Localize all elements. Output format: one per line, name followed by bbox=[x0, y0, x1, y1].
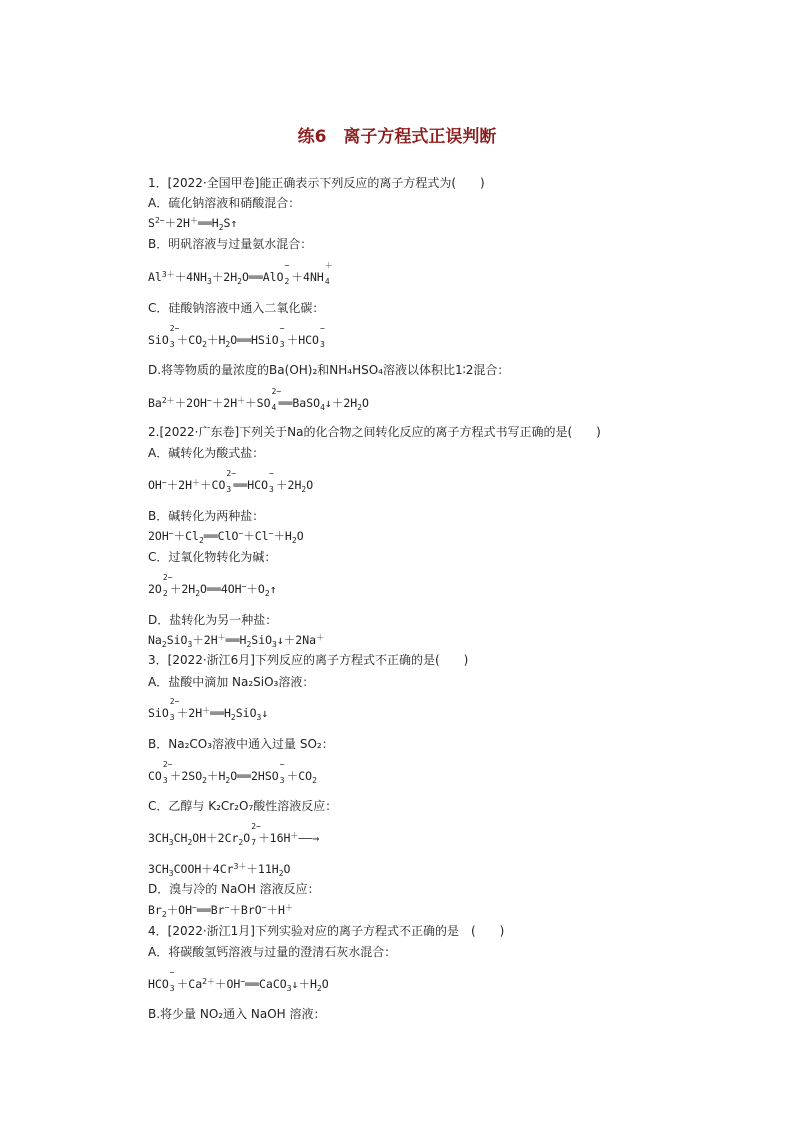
q1-option-b-equation: $Al^{3+}+4NH_3+2H_2O══AlO$ − 2 ＋4NH ＋ 4 bbox=[148, 261, 333, 286]
q2-option-d-equation: $Na_2SiO_3+2H^+══H_2SiO_3↓+2Na^+$ bbox=[148, 633, 325, 649]
q3-option-d-equation: $Br_2+OH^-══Br^-+BrO^-+H^+$ bbox=[148, 903, 293, 919]
q2-option-a-equation: OH−＋2H＋＋CO 2− 3 ══HCO − 3 $+2H_2O$ bbox=[148, 469, 314, 494]
q1-option-d-equation: $Ba^{2+}+2OH^-+2H^++SO$ 2− 4 $══BaSO_4↓+2H_2O$ bbox=[148, 387, 369, 412]
q3-option-c-label: C．乙醇与 K₂Cr₂O₇酸性溶液反应： bbox=[148, 799, 338, 813]
q1-option-b-label: B．明矾溶液与过量氨水混合： bbox=[148, 237, 313, 251]
q4-option-a-label: A．将碳酸氢钙溶液与过量的澄清石灰水混合： bbox=[148, 945, 397, 959]
q3-option-c-equation-line2: $3CH_3COOH+4Cr^{3+}+11H_2O$ bbox=[148, 862, 291, 878]
q1-option-c-label: C．硅酸钠溶液中通入二氧化碳： bbox=[148, 301, 325, 315]
q3-option-a-label: A．盐酸中滴加 Na₂SiO₃溶液： bbox=[148, 675, 315, 689]
q1-option-c-equation: SiO 2− 3 $+CO_2+H_2O══HSiO$ − 3 ＋HCO − 3 bbox=[148, 324, 325, 349]
q3-option-a-equation: SiO 2− 3 $+2H^+══H_2SiO_3↓$ bbox=[148, 697, 269, 722]
q1-option-d-label: D.将等物质的量浓度的Ba(OH)₂和NH₄HSO₄溶液以体积比1∶2混合： bbox=[148, 363, 510, 377]
question-3-stem: 3．[2022·浙江6月]下列反应的离子方程式不正确的是( ) bbox=[148, 653, 469, 667]
question-1-stem: 1．[2022·全国甲卷]能正确表示下列反应的离子方程式为( ) bbox=[148, 176, 485, 190]
q2-option-a-label: A．碱转化为酸式盐： bbox=[148, 446, 265, 460]
q2-option-d-label: D．盐转化为另一种盐： bbox=[148, 613, 278, 627]
q3-option-b-equation: CO 2− 3 $+2SO_2+H_2O══2HSO$ − 3 $+CO_2$ bbox=[148, 760, 317, 785]
question-2-stem: 2.[2022·广东卷]下列关于Na的化合物之间转化反应的离子方程式书写正确的是( ) bbox=[148, 425, 601, 439]
question-4-stem: 4．[2022·浙江1月]下列实验对应的离子方程式不正确的是 ( ) bbox=[148, 924, 505, 938]
q2-option-b-label: B．碱转化为两种盐： bbox=[148, 509, 265, 523]
q4-option-a-equation: HCO − 3 $+Ca^{2+}+OH^-══CaCO_3↓+H_2O$ bbox=[148, 968, 329, 993]
q2-option-c-label: C．过氧化物转化为碱： bbox=[148, 550, 277, 564]
q1-option-a-label: A．硫化钠溶液和硝酸混合： bbox=[148, 196, 301, 210]
page-title: 练6 离子方程式正误判断 bbox=[297, 127, 497, 147]
q2-option-c-equation: 2O 2− 2 $+2H_2O══4OH^-+O_2↑$ bbox=[148, 573, 277, 598]
q4-option-b-label: B.将少量 NO₂通入 NaOH 溶液： bbox=[148, 1007, 326, 1021]
q2-option-b-equation: $2OH^-+Cl_2══ClO^-+Cl^-+H_2O$ bbox=[148, 529, 304, 545]
q3-option-d-label: D．溴与冷的 NaOH 溶液反应： bbox=[148, 882, 320, 896]
q3-option-b-label: B．Na₂CO₃溶液中通入过量 SO₂： bbox=[148, 737, 334, 751]
q1-option-a-equation: $S^{2-}+2H^+══H_2S↑$ bbox=[148, 216, 238, 232]
q3-option-c-equation-line1: $3CH_3CH_2OH+2Cr_2O$ 2− 7 ＋16H＋――→ bbox=[148, 822, 320, 847]
